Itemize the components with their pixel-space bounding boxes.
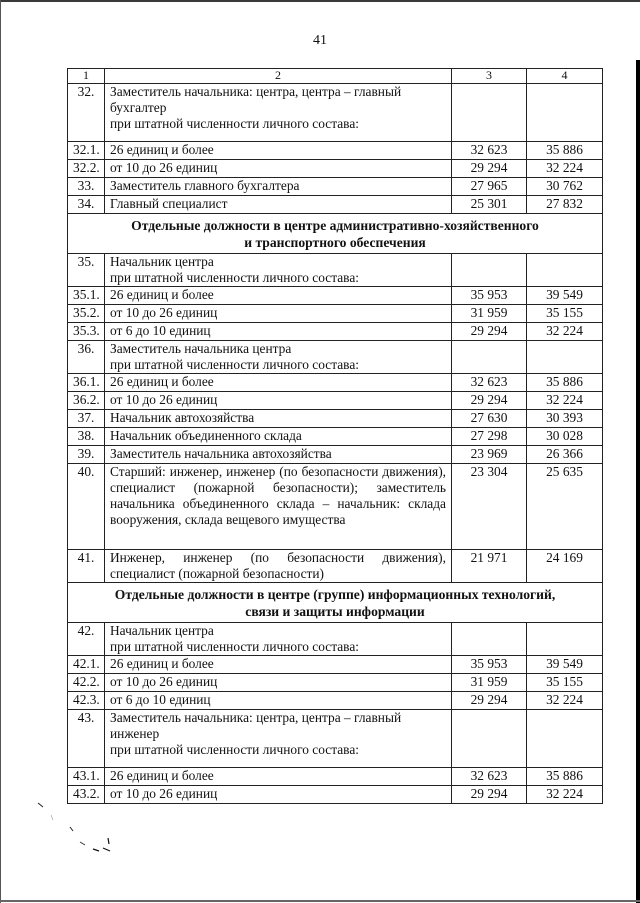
salary-col-3: 25 301 (452, 196, 527, 214)
salary-col-3: 35 953 (452, 656, 527, 674)
row-number: 43. (68, 710, 105, 768)
salary-col-3 (452, 254, 527, 287)
description-line: при штатной численности личного состава: (110, 639, 359, 654)
salary-col-4 (527, 710, 603, 768)
header-col-1: 1 (68, 69, 105, 84)
description-line: при штатной численности личного состава: (110, 357, 359, 372)
salary-col-4: 35 155 (527, 305, 603, 323)
section-header-row (68, 583, 603, 623)
description-line: 26 единиц и более (110, 374, 214, 389)
row-number: 36.1. (68, 374, 105, 392)
description-line: 26 единиц и более (110, 768, 214, 783)
salary-col-3 (452, 710, 527, 768)
description-line: от 10 до 26 единиц (110, 305, 218, 320)
position-description (105, 84, 452, 142)
description-line: при штатной численности личного состава: (110, 116, 359, 131)
table-row (68, 160, 603, 178)
header-col-2: 2 (105, 69, 452, 84)
salary-col-4 (527, 623, 603, 656)
salary-col-4: 35 155 (527, 674, 603, 692)
position-description (105, 410, 452, 428)
description-line: бухгалтер (110, 100, 167, 115)
position-description (105, 305, 452, 323)
header-col-3: 3 (452, 69, 527, 84)
description-line: от 6 до 10 единиц (110, 692, 211, 707)
position-description (105, 323, 452, 341)
row-number: 43.1. (68, 768, 105, 786)
salary-col-3: 32 623 (452, 374, 527, 392)
position-description (105, 428, 452, 446)
table-row (68, 410, 603, 428)
position-description (105, 550, 452, 583)
table-row (68, 341, 603, 374)
description-line: Начальник центра (110, 623, 214, 638)
header-col-4: 4 (527, 69, 603, 84)
description-line: от 6 до 10 единиц (110, 323, 211, 338)
table-row (68, 710, 603, 768)
row-number: 42.1. (68, 656, 105, 674)
description-line: Инженер, инженер (по безопасности движения), специалист (пожарной безопасности) (110, 550, 446, 581)
scan-border-top (0, 0, 640, 2)
scan-border-right (636, 60, 640, 903)
row-number: 37. (68, 410, 105, 428)
section-title (68, 214, 603, 254)
row-number: 40. (68, 464, 105, 550)
position-description (105, 656, 452, 674)
position-description (105, 623, 452, 656)
salary-col-3: 29 294 (452, 786, 527, 804)
description-line: 26 единиц и более (110, 287, 214, 302)
salary-col-3: 23 304 (452, 464, 527, 550)
salary-col-3: 21 971 (452, 550, 527, 583)
salary-col-4: 30 762 (527, 178, 603, 196)
row-number: 32.2. (68, 160, 105, 178)
row-number: 32.1. (68, 142, 105, 160)
row-number: 42. (68, 623, 105, 656)
description-line: Заместитель начальника: центра, центра – главный (110, 84, 402, 99)
position-description (105, 464, 452, 550)
position-description (105, 142, 452, 160)
table-row (68, 254, 603, 287)
salary-col-4: 32 224 (527, 323, 603, 341)
description-line: Начальник центра (110, 254, 214, 269)
salary-col-4 (527, 341, 603, 374)
page-number: 41 (313, 33, 327, 48)
row-number: 33. (68, 178, 105, 196)
salary-col-4: 26 366 (527, 446, 603, 464)
position-description (105, 341, 452, 374)
row-number: 35.2. (68, 305, 105, 323)
salary-col-4: 30 393 (527, 410, 603, 428)
description-line: Заместитель начальника центра (110, 341, 292, 356)
salary-col-3 (452, 623, 527, 656)
position-description (105, 254, 452, 287)
row-number: 34. (68, 196, 105, 214)
description-line: при штатной численности личного состава: (110, 742, 359, 757)
description-line: 26 единиц и более (110, 656, 214, 671)
position-description (105, 178, 452, 196)
table-row (68, 656, 603, 674)
salary-col-4: 39 549 (527, 656, 603, 674)
salary-col-4: 24 169 (527, 550, 603, 583)
row-number: 35.3. (68, 323, 105, 341)
salary-col-4: 35 886 (527, 142, 603, 160)
table-row (68, 786, 603, 804)
position-description (105, 710, 452, 768)
row-number: 32. (68, 84, 105, 142)
position-description (105, 160, 452, 178)
description-line: Заместитель главного бухгалтера (110, 178, 300, 193)
table-row (68, 392, 603, 410)
table-row (68, 768, 603, 786)
row-number: 36.2. (68, 392, 105, 410)
table-row (68, 178, 603, 196)
salary-col-3: 29 294 (452, 392, 527, 410)
position-description (105, 768, 452, 786)
row-number: 35. (68, 254, 105, 287)
salary-col-3: 31 959 (452, 305, 527, 323)
row-number: 43.2. (68, 786, 105, 804)
table-row (68, 428, 603, 446)
table-row (68, 374, 603, 392)
table-row (68, 142, 603, 160)
position-description (105, 692, 452, 710)
salary-col-3: 35 953 (452, 287, 527, 305)
description-line: Заместитель начальника: центра, центра – главный (110, 710, 402, 725)
row-number: 41. (68, 550, 105, 583)
salary-col-4: 25 635 (527, 464, 603, 550)
salary-col-4: 35 886 (527, 374, 603, 392)
description-line: от 10 до 26 единиц (110, 786, 218, 801)
table-row (68, 550, 603, 583)
description-line: 26 единиц и более (110, 142, 214, 157)
row-number: 38. (68, 428, 105, 446)
position-description (105, 392, 452, 410)
row-number: 35.1. (68, 287, 105, 305)
description-line: Заместитель начальника автохозяйства (110, 446, 332, 461)
table-row (68, 446, 603, 464)
section-title-line: связи и защиты информации (245, 604, 425, 619)
salary-col-3: 27 298 (452, 428, 527, 446)
salary-table (67, 68, 603, 804)
table-header-row (68, 69, 603, 84)
salary-col-4: 39 549 (527, 287, 603, 305)
salary-col-4: 32 224 (527, 692, 603, 710)
scan-artifact-marks (35, 800, 125, 870)
section-title-line: и транспортного обеспечения (244, 235, 426, 250)
row-number: 36. (68, 341, 105, 374)
salary-col-3: 23 969 (452, 446, 527, 464)
scan-border-bottom (0, 900, 640, 902)
salary-col-4 (527, 84, 603, 142)
table-row (68, 305, 603, 323)
table-row (68, 323, 603, 341)
description-line: при штатной численности личного состава: (110, 270, 359, 285)
salary-col-3: 27 630 (452, 410, 527, 428)
salary-col-4 (527, 254, 603, 287)
salary-col-3: 32 623 (452, 768, 527, 786)
row-number: 42.2. (68, 674, 105, 692)
description-line: от 10 до 26 единиц (110, 392, 218, 407)
salary-col-3: 29 294 (452, 323, 527, 341)
table-row (68, 692, 603, 710)
section-title-line: Отдельные должности в центре административно-хозяйственного (131, 218, 539, 233)
salary-col-3: 29 294 (452, 692, 527, 710)
description-line: Главный специалист (110, 196, 228, 211)
position-description (105, 374, 452, 392)
section-title-line: Отдельные должности в центре (группе) информационных технологий, (114, 587, 556, 602)
table-row (68, 623, 603, 656)
salary-col-4: 35 886 (527, 768, 603, 786)
description-line: инженер (110, 726, 160, 741)
position-description (105, 287, 452, 305)
position-description (105, 446, 452, 464)
position-description (105, 786, 452, 804)
salary-col-4: 32 224 (527, 786, 603, 804)
salary-col-4: 30 028 (527, 428, 603, 446)
salary-col-3 (452, 84, 527, 142)
salary-col-3 (452, 341, 527, 374)
salary-col-4: 32 224 (527, 160, 603, 178)
description-line: Начальник автохозяйства (110, 410, 255, 425)
table-row (68, 464, 603, 550)
section-title (68, 583, 603, 623)
position-description (105, 196, 452, 214)
row-number: 39. (68, 446, 105, 464)
salary-col-3: 31 959 (452, 674, 527, 692)
salary-col-3: 27 965 (452, 178, 527, 196)
description-line: Начальник объединенного склада (110, 428, 302, 443)
description-line: Старший: инженер, инженер (по безопасности движения), специалист (пожарной безопасности); заместитель начальника объединенного склада – начальник: склада вооружения, склада вещевого имущества (110, 464, 446, 527)
table-row (68, 287, 603, 305)
description-line: от 10 до 26 единиц (110, 160, 218, 175)
salary-col-3: 32 623 (452, 142, 527, 160)
section-header-row (68, 214, 603, 254)
table-row (68, 84, 603, 142)
salary-col-4: 27 832 (527, 196, 603, 214)
table-row (68, 674, 603, 692)
table-body (68, 69, 603, 804)
row-number: 42.3. (68, 692, 105, 710)
table-row (68, 196, 603, 214)
position-description (105, 674, 452, 692)
scan-border-left (0, 0, 1, 903)
salary-col-4: 32 224 (527, 392, 603, 410)
description-line: от 10 до 26 единиц (110, 674, 218, 689)
salary-col-3: 29 294 (452, 160, 527, 178)
